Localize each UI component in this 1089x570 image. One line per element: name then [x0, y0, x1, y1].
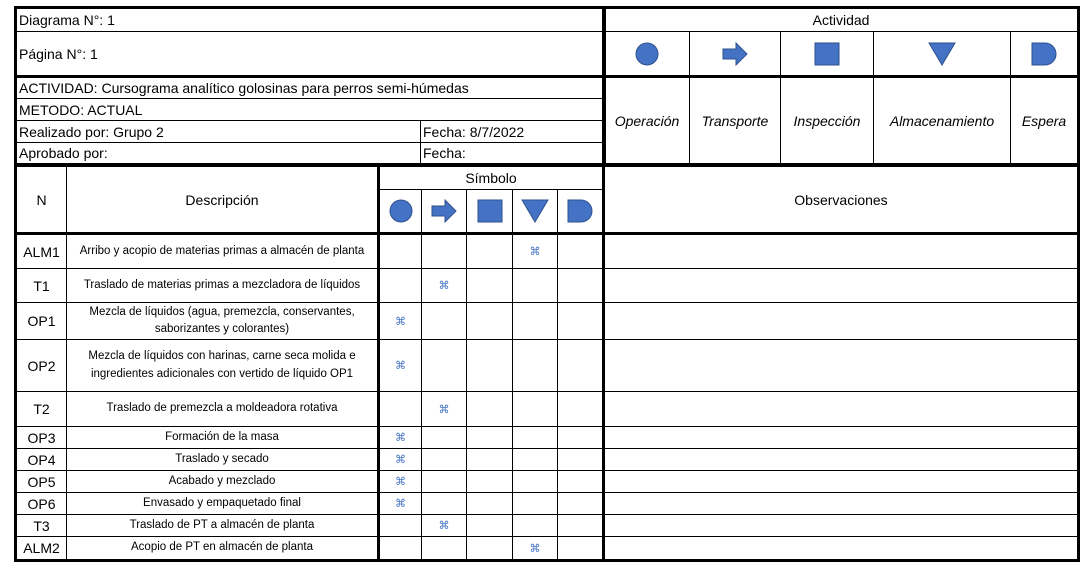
- symbol-cell: [422, 269, 467, 303]
- symbol-mark-icon: ⌘: [395, 454, 406, 466]
- table-row: [16, 449, 1079, 471]
- symbol-cell: [467, 493, 513, 515]
- symbol-cell: [558, 449, 604, 471]
- symbol-cell: [379, 449, 422, 471]
- symbol-cell: [422, 537, 467, 561]
- symbol-cell: [558, 427, 604, 449]
- symbol-cell: [379, 269, 422, 303]
- observation-cell: [604, 427, 1079, 449]
- symbol-cell: [379, 427, 422, 449]
- symbol-cell: [467, 340, 513, 392]
- symbol-cell: [513, 471, 558, 493]
- symbol-cell: [513, 427, 558, 449]
- observation-cell: [604, 234, 1079, 269]
- table-row: [16, 493, 1079, 515]
- arrow-transport-icon: [430, 199, 458, 223]
- table-row: [16, 392, 1079, 427]
- d-wait-icon: [566, 199, 594, 223]
- symbol-cell: [558, 493, 604, 515]
- table-row: [16, 427, 1079, 449]
- legend-wait-symbol: [1011, 32, 1079, 77]
- header-operation-symbol: [379, 190, 422, 234]
- step-id: T2: [16, 392, 67, 427]
- symbol-cell: [379, 493, 422, 515]
- date-made: Fecha: 8/7/2022: [421, 121, 605, 143]
- symbol-mark-icon: ⌘: [395, 360, 406, 372]
- triangle-storage-icon: [928, 42, 956, 66]
- symbol-cell: [558, 471, 604, 493]
- step-description: Arribo y acopio de materias primas a almacén de planta: [67, 234, 379, 269]
- symbol-cell: [422, 471, 467, 493]
- header-info-table: [14, 6, 606, 166]
- observation-cell: [604, 515, 1079, 537]
- approved-by: Aprobado por:: [16, 143, 421, 165]
- legend-storage-symbol: [874, 32, 1011, 77]
- step-description: Envasado y empaquetado final: [67, 493, 379, 515]
- square-inspection-icon: [477, 199, 503, 223]
- symbol-cell: [422, 493, 467, 515]
- step-description: Acabado y mezclado: [67, 471, 379, 493]
- observation-cell: [604, 269, 1079, 303]
- step-id: OP4: [16, 449, 67, 471]
- symbol-cell: [467, 449, 513, 471]
- step-id: OP2: [16, 340, 67, 392]
- symbol-cell: [422, 234, 467, 269]
- symbol-cell: [513, 269, 558, 303]
- step-id: OP6: [16, 493, 67, 515]
- process-rows: [16, 234, 1079, 561]
- observation-cell: [604, 392, 1079, 427]
- step-description: Traslado de materias primas a mezcladora de líquidos: [67, 269, 379, 303]
- step-description: Mezcla de líquidos con harinas, carne seca molida e ingredientes adicionales con vertido de líquido OP1: [67, 340, 379, 392]
- process-chart-table: [14, 164, 1080, 562]
- symbol-cell: [467, 537, 513, 561]
- circle-operation-icon: [388, 198, 414, 224]
- symbol-cell: [467, 471, 513, 493]
- symbol-mark-icon: ⌘: [438, 520, 450, 532]
- step-id: T1: [16, 269, 67, 303]
- observation-cell: [604, 449, 1079, 471]
- table-row: [16, 340, 1079, 392]
- symbol-cell: [558, 269, 604, 303]
- table-row: [16, 537, 1079, 561]
- symbol-cell: [379, 537, 422, 561]
- symbol-cell: [422, 515, 467, 537]
- symbol-cell: [379, 471, 422, 493]
- header-transport-symbol: [422, 190, 467, 234]
- column-n-header: N: [16, 166, 67, 234]
- step-id: OP5: [16, 471, 67, 493]
- symbol-mark-icon: ⌘: [395, 476, 406, 488]
- symbol-mark-icon: ⌘: [438, 280, 450, 292]
- legend-operation-symbol: [604, 32, 690, 77]
- column-description-header: Descripción: [67, 166, 379, 234]
- symbol-cell: [558, 515, 604, 537]
- step-id: OP3: [16, 427, 67, 449]
- table-row: [16, 471, 1079, 493]
- legend-transport-symbol: [690, 32, 781, 77]
- symbol-mark-icon: ⌘: [438, 403, 450, 416]
- symbol-mark-icon: ⌘: [529, 542, 541, 555]
- symbol-mark-icon: ⌘: [395, 432, 406, 444]
- symbol-cell: [513, 303, 558, 340]
- symbol-mark-icon: ⌘: [395, 498, 406, 510]
- step-description: Traslado y secado: [67, 449, 379, 471]
- arrow-transport-icon: [721, 42, 749, 66]
- observation-cell: [604, 537, 1079, 561]
- symbol-cell: [379, 392, 422, 427]
- symbol-cell: [422, 427, 467, 449]
- symbol-cell: [379, 515, 422, 537]
- observation-cell: [604, 471, 1079, 493]
- step-id: OP1: [16, 303, 67, 340]
- d-wait-icon: [1030, 42, 1058, 66]
- symbol-cell: [422, 392, 467, 427]
- step-description: Formación de la masa: [67, 427, 379, 449]
- symbol-cell: [558, 303, 604, 340]
- symbol-cell: [513, 340, 558, 392]
- symbol-cell: [467, 303, 513, 340]
- step-description: Traslado de premezcla a moldeadora rotativa: [67, 392, 379, 427]
- header-inspection-symbol: [467, 190, 513, 234]
- table-row: [16, 303, 1079, 340]
- symbol-mark-icon: ⌘: [529, 246, 541, 258]
- step-id: ALM1: [16, 234, 67, 269]
- table-row: [16, 269, 1079, 303]
- legend-storage-label: Almacenamiento: [874, 77, 1011, 165]
- circle-operation-icon: [634, 41, 660, 67]
- triangle-storage-icon: [521, 199, 549, 223]
- page-number: Página N°: 1: [16, 32, 605, 77]
- symbol-cell: [467, 427, 513, 449]
- symbol-cell: [422, 340, 467, 392]
- symbol-cell: [467, 392, 513, 427]
- symbol-cell: [379, 303, 422, 340]
- symbol-cell: [513, 493, 558, 515]
- symbol-cell: [422, 449, 467, 471]
- symbol-cell: [379, 340, 422, 392]
- step-id: T3: [16, 515, 67, 537]
- symbol-mark-icon: ⌘: [395, 315, 406, 328]
- symbol-cell: [558, 392, 604, 427]
- table-row: [16, 234, 1079, 269]
- symbol-cell: [513, 392, 558, 427]
- legend-inspection-symbol: [781, 32, 874, 77]
- date-approved: Fecha:: [421, 143, 605, 165]
- symbol-cell: [558, 234, 604, 269]
- column-observations-header: Observaciones: [604, 166, 1079, 234]
- legend-operation-label: Operación: [604, 77, 690, 165]
- legend-inspection-label: Inspección: [781, 77, 874, 165]
- diagram-number: Diagrama N°: 1: [16, 8, 605, 32]
- symbol-cell: [513, 449, 558, 471]
- column-symbol-header: Símbolo: [379, 166, 604, 190]
- header-wait-symbol: [558, 190, 604, 234]
- legend-transport-label: Transporte: [690, 77, 781, 165]
- observation-cell: [604, 340, 1079, 392]
- activity-header: Actividad: [604, 8, 1079, 32]
- activity-title: ACTIVIDAD: Cursograma analítico golosinas para perros semi-húmedas: [16, 77, 605, 99]
- symbol-cell: [513, 537, 558, 561]
- symbol-cell: [558, 537, 604, 561]
- symbol-cell: [422, 303, 467, 340]
- method-label: METODO: ACTUAL: [16, 99, 605, 121]
- symbol-cell: [467, 234, 513, 269]
- step-description: Acopio de PT en almacén de planta: [67, 537, 379, 561]
- activity-legend-table: [602, 6, 1080, 166]
- symbol-cell: [379, 234, 422, 269]
- observation-cell: [604, 493, 1079, 515]
- made-by: Realizado por: Grupo 2: [16, 121, 421, 143]
- table-row: [16, 515, 1079, 537]
- square-inspection-icon: [814, 42, 840, 66]
- step-description: Traslado de PT a almacén de planta: [67, 515, 379, 537]
- step-id: ALM2: [16, 537, 67, 561]
- symbol-cell: [467, 515, 513, 537]
- step-description: Mezcla de líquidos (agua, premezcla, conservantes, saborizantes y colorantes): [67, 303, 379, 340]
- legend-wait-label: Espera: [1011, 77, 1079, 165]
- header-storage-symbol: [513, 190, 558, 234]
- symbol-cell: [513, 234, 558, 269]
- observation-cell: [604, 303, 1079, 340]
- symbol-cell: [558, 340, 604, 392]
- symbol-cell: [513, 515, 558, 537]
- symbol-cell: [467, 269, 513, 303]
